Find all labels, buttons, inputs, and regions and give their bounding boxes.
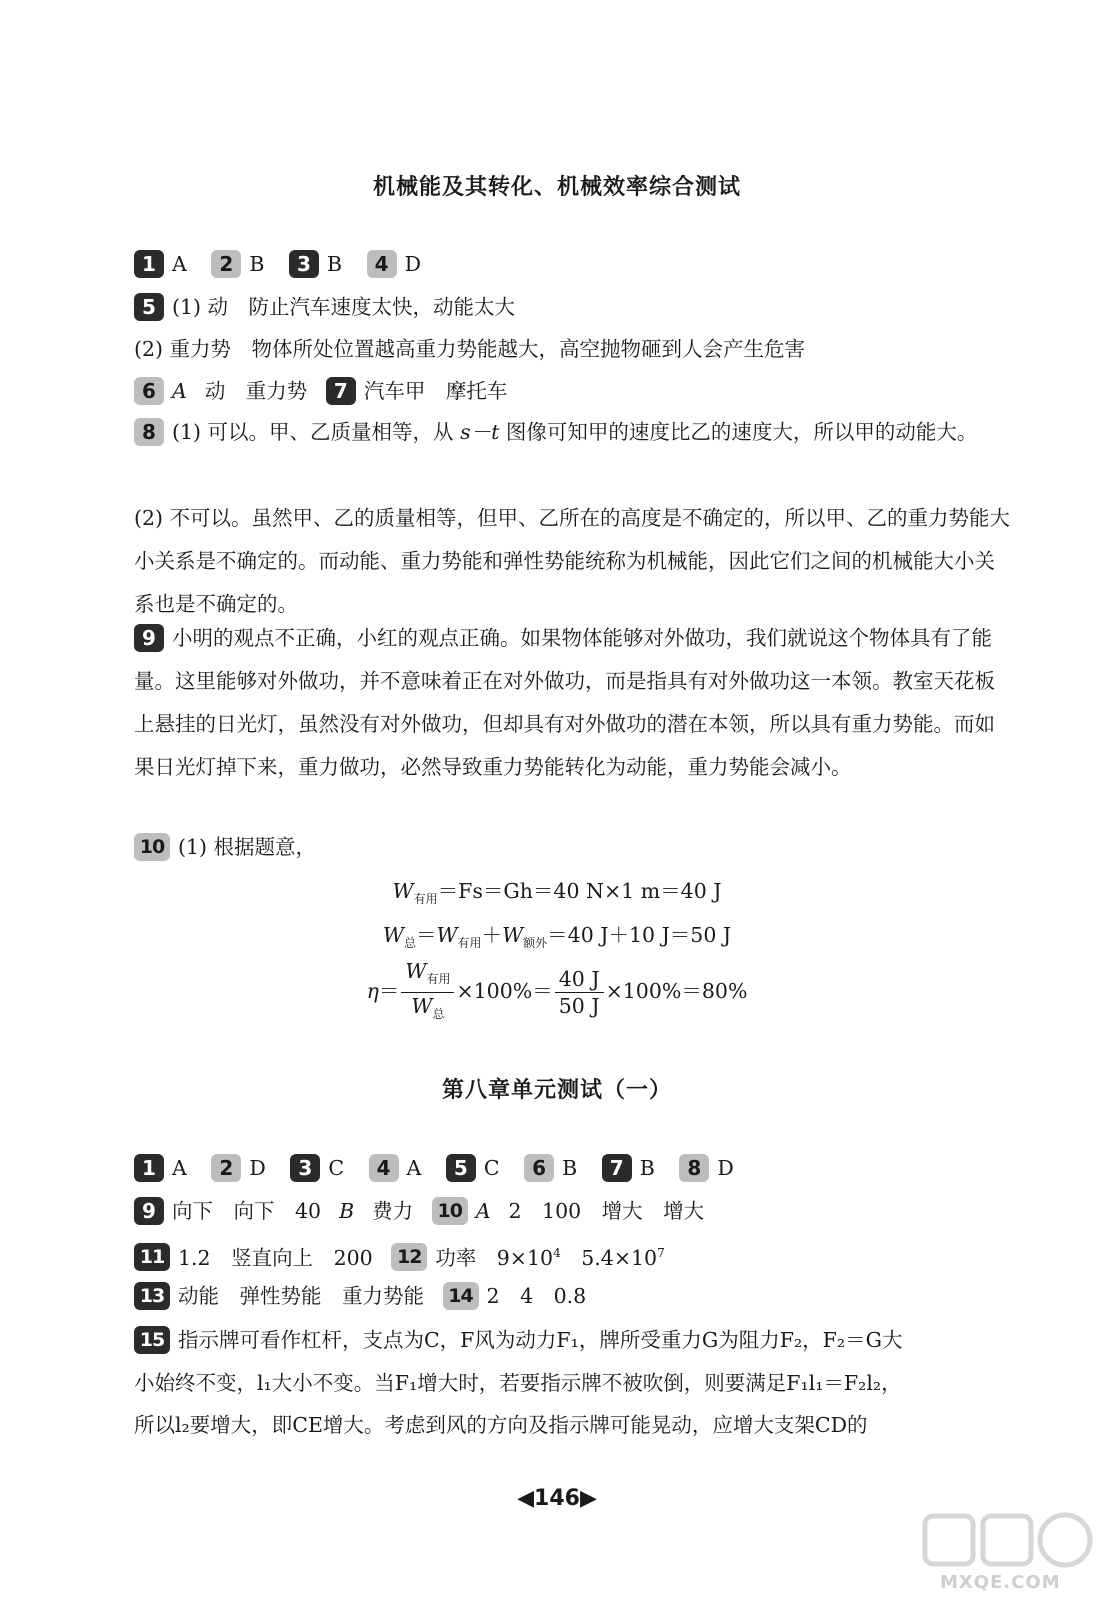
answer-text: B <box>639 1156 655 1180</box>
subscript: 有用 <box>426 972 451 987</box>
question-number-badge: 13 <box>134 1282 170 1310</box>
answer-q15-line3: 所以l₂要增大，即CE增大。考虑到风的方向及指示牌可能晃动，应增大支架CD的 <box>134 1413 868 1437</box>
answer-text: 图像可知甲的速度比乙的速度大，所以甲的动能大。 <box>499 420 978 444</box>
section-title-1: 机械能及其转化、机械效率综合测试 <box>372 175 741 200</box>
question-number-badge: 3 <box>289 250 319 278</box>
fraction-denominator: 50 J <box>558 994 600 1019</box>
answer-text: A <box>172 379 187 403</box>
question-number-badge: 3 <box>290 1154 320 1182</box>
answer-text: (1) 可以。甲、乙质量相等，从 <box>172 420 461 444</box>
question-number-badge: 10 <box>432 1197 468 1225</box>
question-number-badge: 11 <box>134 1243 170 1271</box>
question-number-badge: 7 <box>326 377 356 405</box>
answer-text: 指示牌可看作杠杆，支点为C，F风为动力F₁，牌所受重力G为阻力F₂，F₂＝G大 <box>178 1328 903 1352</box>
answer-row-11-12 <box>134 1238 1014 1273</box>
answer-text: 向下 向下 40 <box>172 1199 322 1223</box>
question-number-badge: 2 <box>211 1154 241 1182</box>
answer-text: B <box>249 252 265 276</box>
subscript: 总 <box>403 936 416 951</box>
question-number-badge: 14 <box>443 1282 479 1310</box>
answer-text: 动 重力势 <box>204 379 308 403</box>
answer-q8-part2: (2) 不可以。虽然甲、乙的质量相等，但甲、乙所在的高度是不确定的，所以甲、乙的重力势能大小关系是不确定的。而动能、重力势能和弹性势能统称为机械能，因此它们之间的机械能大小关系也是不确定的。 <box>134 506 1011 616</box>
answer-row-6-7 <box>134 376 1014 407</box>
answer-text: D <box>717 1156 734 1180</box>
answer-text: A <box>172 252 187 276</box>
question-number-badge: 12 <box>391 1243 427 1271</box>
answer-q15-line2: 小始终不变，l₁大小不变。当F₁增大时，若要指示牌不被吹倒，则要满足F₁l₁＝F₂l₂， <box>134 1371 902 1395</box>
question-number-badge: 4 <box>367 250 397 278</box>
answer-text: 汽车甲 摩托车 <box>363 379 508 403</box>
answer-q8 <box>134 411 1014 454</box>
question-number-badge: 10 <box>134 833 170 861</box>
watermark-text: MXQE.COM <box>940 1572 1061 1593</box>
answer-q5-line1 <box>134 292 1014 323</box>
answer-row-1-4 <box>134 249 1014 280</box>
formula-efficiency: η＝ $\frac{W_{有用}}{W_总}$ ×100%＝ $\frac{40 J}{50 J}$ ×100%＝80% <box>0 958 1114 1027</box>
question-number-badge: 1 <box>134 250 164 278</box>
subscript: 有用 <box>413 892 438 907</box>
subscript: 有用 <box>457 936 482 951</box>
subscript: 总 <box>432 1007 445 1022</box>
answer-text: 小明的观点不正确，小红的观点正确。如果物体能够对外做功，我们就说这个物体具有了能量。这里能够对外做功，并不意味着正在对外做功，而是指具有对外做功这一本领。教室天花板上悬挂的日光灯，虽然没有对外做功，但却具有对外做功的潜在本领，所以具有重力势能。而如果日光灯掉下来，重力做功，必然导致重力势能转化为动能，重力势能会减小。 <box>134 626 995 779</box>
question-number-badge: 4 <box>369 1154 399 1182</box>
fraction-numerator: 40 J <box>555 966 604 993</box>
question-number-badge: 5 <box>134 293 164 321</box>
fraction <box>555 966 604 1019</box>
formula-total-work: $W_总=W_{有用}+W_{额外}=40$ J＋10 J＝50 J <box>382 923 732 951</box>
answer-text: 功率 9×10 <box>435 1245 554 1270</box>
question-number-badge: 6 <box>524 1154 554 1182</box>
answer-text: B <box>562 1156 578 1180</box>
answer-text: C <box>328 1156 344 1180</box>
question-number-badge: 9 <box>134 624 164 652</box>
answer-text: A <box>475 1199 491 1223</box>
question-number-badge: 9 <box>134 1197 164 1225</box>
question-number-badge: 6 <box>134 377 164 405</box>
answer-row-13-14 <box>134 1281 1014 1312</box>
answer-q15-line1 <box>134 1325 1014 1356</box>
formula-text: ×100%＝ <box>456 979 553 1004</box>
answer-text: C <box>483 1156 500 1180</box>
answer-text: 费力 <box>372 1199 414 1223</box>
answer-text: 1.2 竖直向上 200 <box>178 1245 373 1270</box>
question-number-badge: 1 <box>134 1154 164 1182</box>
exponent: 7 <box>657 1246 665 1260</box>
section-title-2: 第八章单元测试（一） <box>441 1078 672 1103</box>
variable-text: s－t <box>460 420 500 444</box>
page-number: ◀146▶ <box>517 1486 597 1511</box>
answer-text: B <box>339 1199 355 1223</box>
answer-text: A <box>406 1156 422 1180</box>
answer-q5-line2: (2) 重力势 物体所处位置越高重力势能越大，高空抛物砸到人会产生危害 <box>134 337 806 361</box>
answer-row-1-8 <box>134 1153 1014 1184</box>
answer-text: 动能 弹性势能 重力势能 <box>178 1284 424 1308</box>
answer-text: (1) 动 防止汽车速度太快，动能太大 <box>172 295 516 319</box>
question-number-badge: 2 <box>211 250 241 278</box>
formula-useful-work: $W_{有用}=Fs=Gh=40$ N×1 m＝40 J <box>392 879 722 907</box>
fraction: $\frac{W_{有用}}{W_总}$ <box>401 958 454 1027</box>
answer-row-9-10 <box>134 1196 1014 1227</box>
answer-text: D <box>249 1156 266 1180</box>
question-number-badge: 5 <box>446 1154 476 1182</box>
answer-text: 5.4×10 <box>560 1245 658 1270</box>
answer-text: 2 100 增大 增大 <box>508 1199 705 1223</box>
answer-text: 2 4 0.8 <box>486 1284 587 1308</box>
answer-text: (1) 根据题意， <box>178 835 317 859</box>
answer-q10 <box>134 832 1014 863</box>
question-number-badge: 15 <box>134 1326 170 1354</box>
answer-q9 <box>134 617 1014 789</box>
question-number-badge: 7 <box>602 1154 632 1182</box>
question-number-badge: 8 <box>679 1154 709 1182</box>
exponent: 4 <box>553 1246 561 1260</box>
subscript: 额外 <box>523 936 548 951</box>
formula-text: ＝Fs＝Gh＝40 N×1 m＝40 J <box>437 879 722 903</box>
answer-text: A <box>172 1156 187 1180</box>
answer-text: B <box>326 252 343 276</box>
formula-text: ＝40 J＋10 J＝50 J <box>547 923 732 947</box>
question-number-badge: 8 <box>134 418 164 446</box>
answer-text: D <box>404 252 421 276</box>
formula-text: ×100%＝80% <box>605 979 748 1004</box>
